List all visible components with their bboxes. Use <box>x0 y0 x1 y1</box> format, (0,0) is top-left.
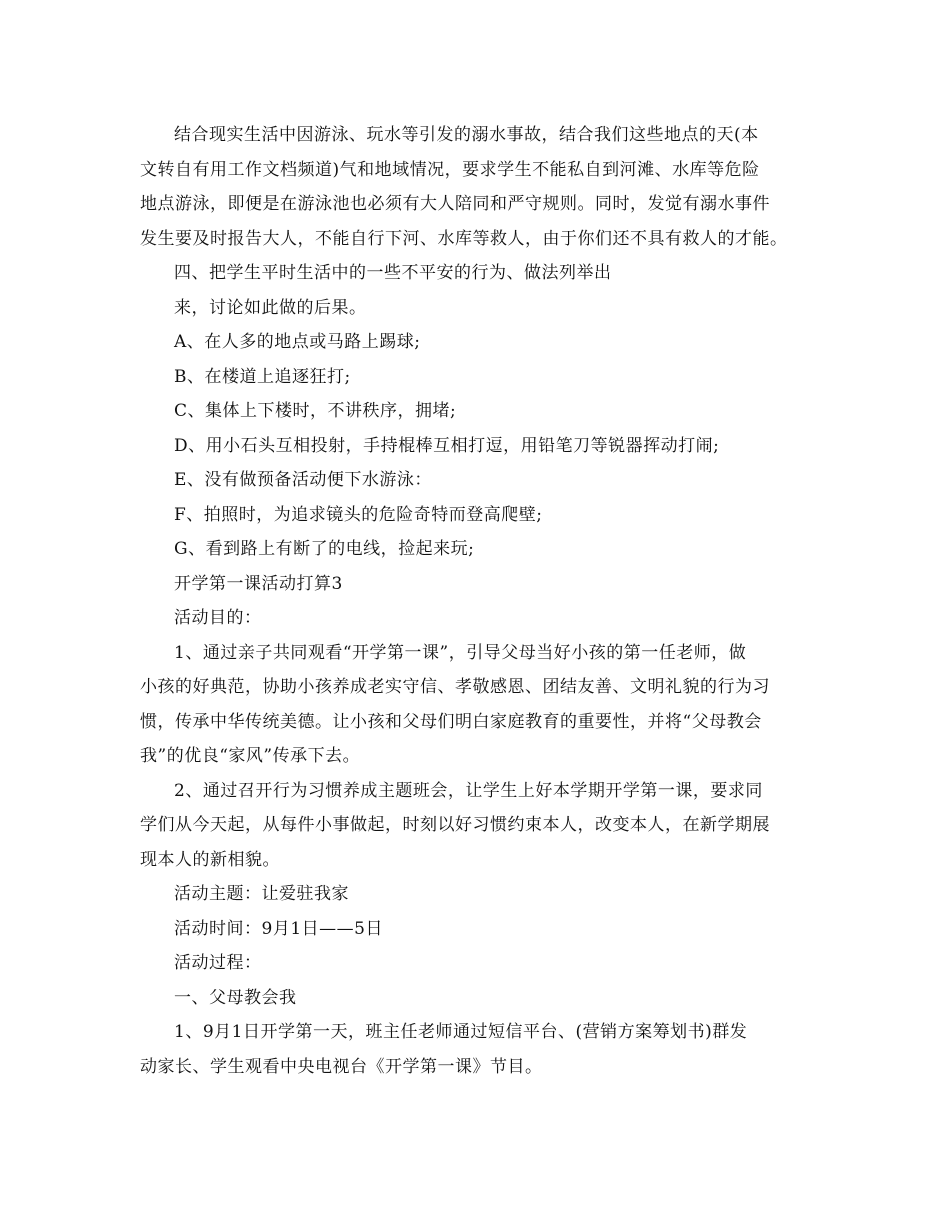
text-line: 我”的优良“家风”传承下去。 <box>140 746 361 766</box>
section-title: 开学第一课活动打算3 <box>174 573 343 594</box>
text-line: 小孩的好典范，协助小孩养成老实守信、孝敬感恩、团结友善、文明礼貌的行为习 <box>140 677 770 697</box>
text-line: 来，讨论如此做的后果。 <box>174 297 367 318</box>
paragraph-goal-1 <box>140 636 820 774</box>
text-line: 1、9月1日开学第一天，班主任老师通过短信平台、(营销方案筹划书)群发 <box>174 1022 748 1042</box>
activity-time: 活动时间：9月1日——5日 <box>174 918 383 939</box>
goal-label: 活动目的： <box>174 608 262 628</box>
unsafe-behaviors-list <box>140 325 820 567</box>
activity-details <box>140 877 820 1015</box>
paragraph-step-1 <box>140 1015 820 1084</box>
paragraph-unsafe-behaviors-intro <box>140 256 820 325</box>
text-line: 发生要及时报告大人，不能自行下河、水库等救人，由于你们还不具有救人的才能。 <box>140 228 788 249</box>
process-label: 活动过程： <box>174 953 262 973</box>
text-line: 学们从今天起，从每件小事做起，时刻以好习惯约束本人，改变本人，在新学期展 <box>140 815 770 835</box>
text-line: 现本人的新相貌。 <box>140 849 280 870</box>
list-item: B、在楼道上追逐狂打; <box>174 366 351 387</box>
list-item: F、拍照时，为追求镜头的危险奇特而登高爬壁; <box>174 504 543 525</box>
text-line: 2、通过召开行为习惯养成主题班会，让学生上好本学期开学第一课，要求同 <box>174 780 763 801</box>
section-heading <box>140 567 820 636</box>
paragraph-drowning-safety <box>140 118 820 256</box>
step-title: 一、父母教会我 <box>174 987 297 1008</box>
paragraph-goal-2 <box>140 774 820 878</box>
text-line: 结合现实生活中因游泳、玩水等引发的溺水事故，结合我们这些地点的天(本 <box>174 125 759 145</box>
text-line: 1、通过亲子共同观看“开学第一课”，引导父母当好小孩的第一任老师，做 <box>174 642 747 663</box>
text-line: 惯，传承中华传统美德。让小孩和父母们明白家庭教育的重要性，并将“父母教会 <box>140 711 762 732</box>
list-item: D、用小石头互相投射，手持棍棒互相打逗，用铅笔刀等锐器挥动打闹; <box>174 435 720 456</box>
document-body <box>140 118 820 1084</box>
activity-theme: 活动主题：让爱驻我家 <box>174 884 349 904</box>
list-item: C、集体上下楼时，不讲秩序，拥堵; <box>174 401 457 421</box>
text-line: 文转自有用工作文档频道)气和地域情况，要求学生不能私自到河滩、水库等危险 <box>140 159 760 180</box>
text-line: 四、把学生平时生活中的一些不平安的行为、做法列举出 <box>174 263 612 283</box>
list-item: E、没有做预备活动便下水游泳： <box>174 470 432 490</box>
text-line: 动家长、学生观看中央电视台《开学第一课》节目。 <box>140 1056 543 1077</box>
list-item: A、在人多的地点或马路上踢球; <box>174 332 421 352</box>
list-item: G、看到路上有断了的电线，捡起来玩; <box>174 539 475 559</box>
text-line: 地点游泳，即便是在游泳池也必须有大人陪同和严守规则。同时，发觉有溺水事件 <box>140 194 770 214</box>
